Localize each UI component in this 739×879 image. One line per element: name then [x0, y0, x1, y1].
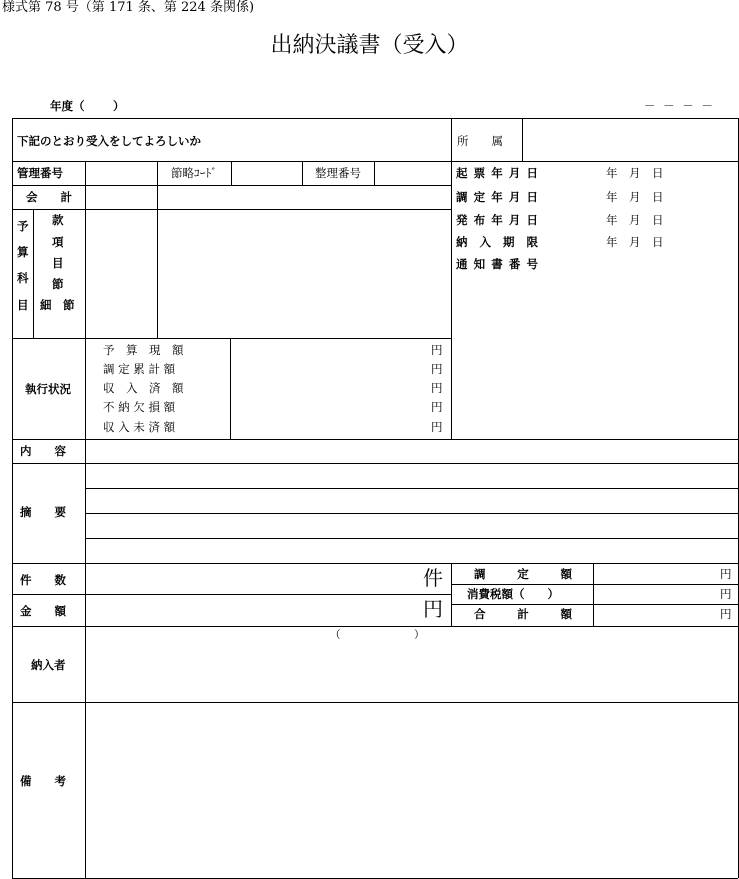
- date-label-chotei: 調 定 年 月 日: [456, 190, 538, 204]
- execution-row-label: 収 入 未 済 額: [103, 420, 176, 434]
- budget-level-setsu: 節: [52, 277, 64, 291]
- totals-label-tax: 消費税額（ ）: [467, 587, 559, 601]
- budget-level-moku: 目: [52, 256, 64, 270]
- execution-row-label: 収 入 済 額: [103, 381, 184, 395]
- count-label: 件 数: [20, 573, 66, 587]
- arrangement-number-label: 整理番号: [315, 166, 361, 180]
- budget-subject-char: 科: [17, 271, 29, 285]
- budget-level-kan: 款: [52, 213, 64, 227]
- payer-paren: （ ）: [330, 629, 425, 641]
- amount-unit: 円: [423, 597, 443, 621]
- fiscal-year-close: ）: [113, 99, 125, 113]
- payer-label: 納入者: [31, 658, 66, 672]
- budget-level-kou: 項: [52, 235, 64, 249]
- execution-label: 執行状況: [25, 382, 71, 396]
- budget-subject-char: 算: [17, 245, 29, 259]
- request-text: 下記のとおり受入をしてよろしいか: [17, 134, 201, 148]
- execution-row-unit: 円: [431, 381, 443, 395]
- execution-row-unit: 円: [431, 400, 443, 414]
- abbrev-code-label: 節略ｺｰﾄﾞ: [171, 166, 217, 180]
- department-label: 所 属: [457, 134, 503, 148]
- budget-level-saisetsu: 細 節: [40, 298, 75, 312]
- accounting-label: 会 計: [26, 190, 72, 204]
- date-label-happu: 発 布 年 月 日: [456, 213, 538, 227]
- budget-subject-char: 目: [17, 298, 29, 312]
- totals-label-gokei: 合 計 額: [474, 607, 572, 621]
- management-number-label: 管理番号: [17, 166, 63, 180]
- totals-unit: 円: [720, 587, 732, 601]
- execution-row-unit: 円: [431, 362, 443, 376]
- budget-subject-char: 予: [17, 219, 29, 233]
- date-label-tsuchi: 通 知 書 番 号: [456, 257, 538, 271]
- content-label: 内 容: [20, 444, 66, 458]
- date-value-nonyu: 年 月 日: [606, 235, 664, 249]
- remarks-label: 備 考: [20, 774, 66, 788]
- form-number: 様式第 78 号（第 171 条、第 224 条関係): [2, 0, 255, 15]
- execution-row-unit: 円: [431, 343, 443, 357]
- count-unit: 件: [423, 566, 443, 590]
- date-value-kihyo: 年 月 日: [606, 166, 664, 180]
- date-label-nonyu: 納 入 期 限: [456, 235, 538, 249]
- totals-unit: 円: [720, 567, 732, 581]
- execution-row-label: 調 定 累 計 額: [103, 362, 176, 376]
- date-label-kihyo: 起 票 年 月 日: [456, 166, 538, 180]
- fiscal-year-label: 年度（: [50, 99, 85, 113]
- date-value-chotei: 年 月 日: [606, 190, 664, 204]
- date-value-happu: 年 月 日: [606, 213, 664, 227]
- totals-unit: 円: [720, 607, 732, 621]
- summary-label: 摘 要: [20, 505, 66, 519]
- execution-row-unit: 円: [431, 420, 443, 434]
- execution-row-label: 不 納 欠 損 額: [103, 400, 176, 414]
- document-number: － － － －: [644, 99, 715, 113]
- page-title: 出納決議書（受入）: [270, 33, 469, 58]
- amount-label: 金 額: [20, 604, 66, 618]
- totals-label-chotei: 調 定 額: [474, 567, 572, 581]
- execution-row-label: 予 算 現 額: [103, 343, 184, 357]
